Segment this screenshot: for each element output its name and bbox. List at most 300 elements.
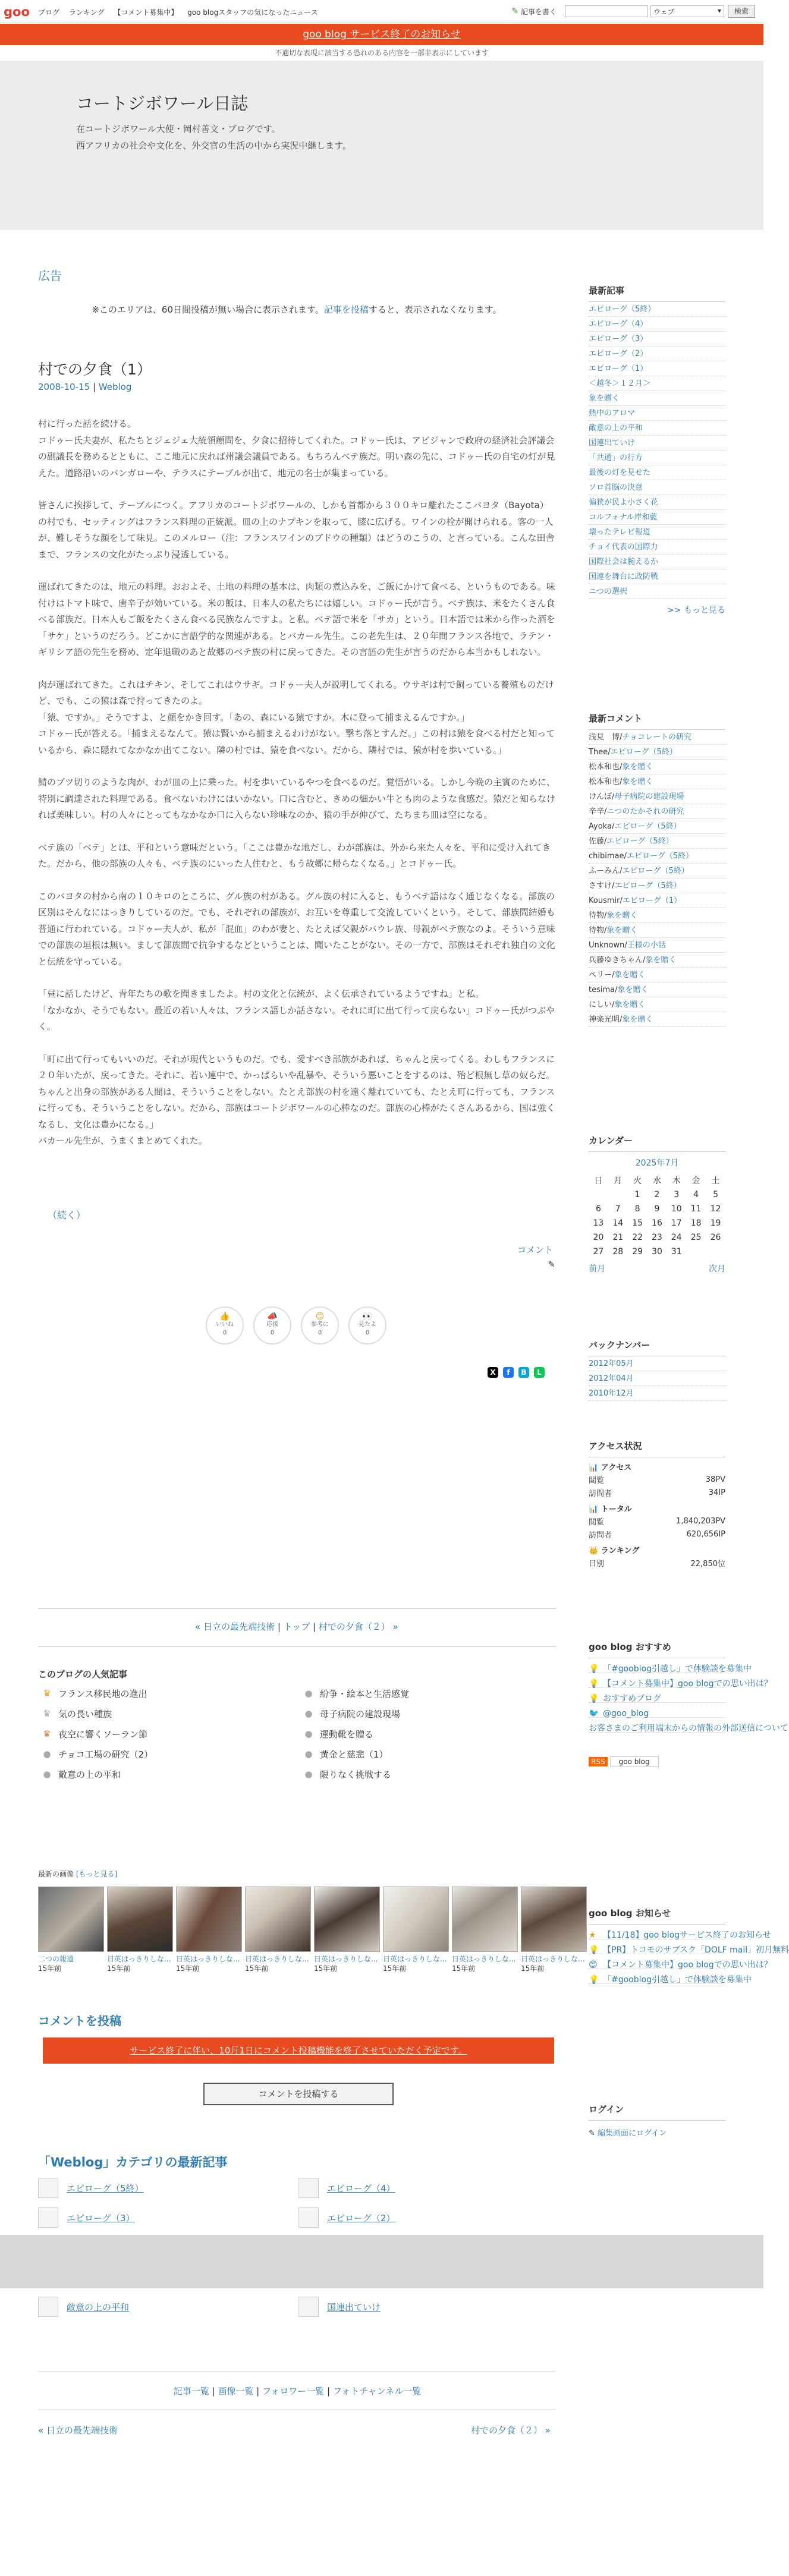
separator: /	[620, 896, 623, 905]
reaction-seen-button[interactable]	[348, 1306, 386, 1344]
post-paragraph: 「昼に話したけど、青年たちの歌を聞きましたよ。村の文化と伝統が、よく伝承されているようですね」と私。 「なかなか、そうでもない。最近の若い人々は、フランス語しか話さない。それに町に出て行って戻らない」コドゥー氏がつぶやく。	[38, 988, 555, 1032]
calendar-day: 9	[654, 1204, 660, 1214]
separator: /	[624, 941, 627, 950]
comment-item[interactable]	[589, 774, 725, 789]
eye-icon: 👀	[362, 1312, 373, 1321]
x-share-icon[interactable]: X	[488, 1367, 498, 1378]
prev-post-link[interactable]: « 日立の最先端技術	[195, 1621, 275, 1632]
latest-article-link[interactable]: 壊ったテレビ報道	[589, 528, 650, 537]
news-link[interactable]: 「#gooblog引越し」で体験談を募集中	[603, 1975, 752, 1985]
weekday-label: 月	[614, 1176, 623, 1186]
comment-article-link[interactable]: 象を贈く	[614, 1000, 646, 1009]
comment-author: ペリー	[589, 971, 612, 980]
comment-item[interactable]	[589, 923, 725, 938]
comment-article-link[interactable]: 象を贈く	[645, 956, 677, 965]
stat-value: 1,840,203PV	[676, 1516, 725, 1526]
post-article-link[interactable]: 記事を投稿	[323, 304, 369, 315]
comment-author: 松本和也	[589, 777, 620, 786]
latest-article-item[interactable]	[589, 361, 725, 376]
comment-article-link[interactable]: 母子病院の建設現場	[614, 792, 684, 801]
calendar-month: 2025年7月	[635, 1158, 679, 1168]
reaction-helpful-button[interactable]	[301, 1306, 339, 1344]
stat-value: 22,850位	[690, 1559, 725, 1569]
blog-title[interactable]: コートジボワール日誌	[76, 93, 249, 114]
latest-article-link[interactable]: 国連を舞台に政防戦	[589, 572, 659, 581]
next-post-link[interactable]: 村での夕食（２） »	[318, 1621, 398, 1632]
comment-article-link[interactable]: 象を贈く	[622, 777, 653, 786]
category-item-link[interactable]: エピローグ（3）	[67, 2212, 135, 2224]
latest-article-link[interactable]: 国連出ていけ	[589, 439, 636, 448]
overlay-banner	[0, 2235, 763, 2288]
edit-icon[interactable]: ✎	[548, 1260, 555, 1270]
latest-article-link[interactable]: エピローグ（1）	[589, 364, 648, 373]
recent-image[interactable]	[107, 1887, 173, 1973]
post-title: 村での夕食（1）	[38, 361, 152, 378]
latest-article-link[interactable]: エピローグ（5終）	[589, 305, 656, 314]
category-item[interactable]	[38, 2295, 288, 2318]
smile-icon: 😊	[589, 1960, 598, 1970]
sidebar-heading: 最新コメント	[589, 707, 725, 730]
weekday-label: 土	[711, 1176, 720, 1186]
popular-item[interactable]	[302, 1726, 558, 1742]
post-comment-button[interactable]: コメントを投稿する	[203, 2083, 394, 2105]
latest-article-link[interactable]: 敵意の上の平和	[589, 424, 643, 433]
latest-article-item[interactable]	[589, 332, 725, 347]
smile-icon: 😊	[315, 1312, 325, 1321]
popular-item-link[interactable]: 敵意の上の平和	[58, 1769, 121, 1780]
category-item-link[interactable]: エピローグ（2）	[327, 2212, 395, 2224]
comment-link[interactable]: コメント	[517, 1245, 554, 1255]
separator: /	[611, 822, 615, 831]
calendar-day: 18	[690, 1218, 702, 1228]
image-date: 15年前	[176, 1964, 200, 1973]
reaction-count: 0	[365, 1330, 370, 1336]
popular-item[interactable]	[40, 1706, 302, 1721]
popular-item-link[interactable]: チョコ工場の研究（2）	[58, 1749, 153, 1760]
comment-author: 待物	[589, 911, 605, 920]
latest-article-item[interactable]	[589, 391, 725, 406]
reaction-buttons	[206, 1306, 396, 1344]
sidebar-heading: goo blog お知らせ	[589, 1902, 725, 1925]
comment-item[interactable]	[589, 834, 725, 849]
bulb-icon: 💡	[589, 1694, 599, 1703]
top-link[interactable]: トップ	[283, 1621, 310, 1632]
weekday-label: 火	[633, 1176, 642, 1186]
bulb-icon: 💡	[589, 1975, 599, 1985]
latest-article-item[interactable]	[589, 480, 725, 495]
reaction-label: 見たよ	[359, 1321, 376, 1328]
latest-article-link[interactable]: ＜越冬＞１２月＞	[589, 379, 651, 388]
circle-icon: ●	[43, 1749, 51, 1759]
circle-icon: ●	[43, 1769, 51, 1780]
circle-icon: ●	[304, 1688, 313, 1699]
news-item[interactable]	[589, 1969, 752, 1985]
recommend-item[interactable]	[589, 1673, 772, 1689]
sidebar-heading: バックナンバー	[589, 1334, 725, 1356]
stat-value: 34IP	[708, 1488, 725, 1497]
bulb-icon: 💡	[589, 1679, 599, 1689]
image-caption-link[interactable]: 日英はっきりしな...	[521, 1955, 585, 1963]
thumbnail-image[interactable]	[107, 1887, 173, 1952]
popular-item-link[interactable]: 運動靴を贈る	[320, 1728, 374, 1740]
image-caption-link[interactable]: 日英はっきりしな...	[176, 1955, 240, 1963]
image-caption-link[interactable]: 日英はっきりしな...	[452, 1955, 516, 1963]
reaction-label: 応援	[266, 1321, 278, 1328]
recent-image[interactable]	[452, 1887, 518, 1973]
comment-article-link[interactable]: チョコレートの研究	[622, 733, 692, 742]
recent-images-more-link[interactable]: [もっと見る]	[76, 1870, 118, 1878]
recent-image[interactable]	[245, 1887, 311, 1973]
recent-image[interactable]	[383, 1887, 449, 1973]
popular-item-link[interactable]: 紛争・絵本と生活感覚	[320, 1688, 410, 1699]
comment-item[interactable]	[589, 819, 725, 834]
recommend-item[interactable]	[589, 1658, 752, 1674]
image-date: 15年前	[38, 1964, 62, 1973]
comment-item[interactable]	[589, 997, 725, 1012]
news-item[interactable]	[589, 1954, 772, 1970]
news-link[interactable]: 【PR】トコモのサブスク「DOLF mail」初月無料	[603, 1945, 789, 1955]
latest-article-link[interactable]: エピローグ（4）	[589, 320, 648, 329]
comment-item[interactable]	[589, 804, 725, 819]
popular-item[interactable]	[40, 1746, 302, 1762]
image-caption-link[interactable]: 二つの報道	[38, 1955, 74, 1963]
comment-post-heading: コメントを投稿	[38, 2014, 121, 2028]
category-item[interactable]	[38, 2206, 288, 2229]
latest-article-item[interactable]	[589, 406, 725, 421]
popular-item-link[interactable]: 母子病院の建設現場	[320, 1708, 401, 1720]
access-label: ランキング	[601, 1546, 640, 1555]
document-icon	[38, 2178, 58, 2198]
separator: /	[624, 852, 627, 861]
recommend-link[interactable]: お客さまのご利用端末からの情報の外部送信について	[589, 1724, 788, 1733]
comment-author: ふーみん	[589, 867, 620, 876]
facebook-share-icon[interactable]: f	[503, 1367, 514, 1378]
separator: /	[620, 1015, 623, 1024]
comment-article-link[interactable]: 象を贈く	[606, 911, 638, 920]
post-paragraph: 村に行った話を続ける。 コドゥー氏夫妻が、私たちとジェジェ大統領顧問を、夕食に招待してくれた。コドゥー氏は、アビジャンで政府の経済社会評議会の副議長を務めるとともに、ここ地元に戻れば州議会議員である。もちろんベテ族だ。明い森の先に、コドゥー氏の自宅の灯が見えた。道路沿いのバンガローや、テラスにテーブルが出て、地元の名士が集まっている。	[38, 418, 555, 478]
calendar-prev-link[interactable]: 前月	[589, 1264, 605, 1274]
recommend-link[interactable]: おすすめブログ	[603, 1694, 662, 1703]
latest-article-link[interactable]: 象を贈く	[589, 394, 620, 403]
comment-article-link[interactable]: 象を贈く	[622, 763, 653, 771]
category-item[interactable]	[298, 2206, 548, 2229]
access-stats	[589, 1460, 725, 1569]
thumbnail-image[interactable]	[245, 1887, 311, 1952]
post-date[interactable]: 2008-10-15	[38, 382, 90, 392]
write-article-link[interactable]: 記事を書く	[520, 7, 557, 16]
crown-icon: ♛	[43, 1708, 51, 1719]
separator: /	[643, 956, 646, 965]
sidebar-heading: ログイン	[589, 2098, 725, 2121]
latest-article-link[interactable]: コルフォナル岸和藍	[589, 513, 658, 522]
login-link[interactable]: 編集画面にログイン	[598, 2129, 667, 2138]
calendar-day: 10	[671, 1204, 682, 1214]
search-button[interactable]: 検索	[728, 5, 755, 18]
circle-icon: ●	[304, 1749, 313, 1759]
thumbnail-image[interactable]	[314, 1887, 380, 1952]
thumbnail-image[interactable]	[38, 1887, 104, 1952]
latest-article-item[interactable]	[589, 555, 725, 569]
recent-image[interactable]	[521, 1887, 587, 1973]
thumbnail-image[interactable]	[452, 1887, 518, 1952]
latest-article-item[interactable]	[589, 584, 725, 599]
goo-logo[interactable]: goo	[4, 5, 30, 19]
separator: /	[620, 867, 623, 876]
latest-article-item[interactable]	[589, 465, 725, 480]
ad-note-text: ※このエリアは、60日間投稿が無い場合に表示されます。	[92, 304, 324, 315]
comment-item[interactable]	[589, 893, 725, 908]
latest-article-item[interactable]	[589, 302, 725, 317]
backnumber-link[interactable]: 2012年04月	[589, 1374, 634, 1383]
comment-item[interactable]	[589, 730, 725, 745]
calendar-day: 8	[634, 1204, 640, 1214]
nav-staff-news[interactable]: goo blogスタッフの気になったニュース	[187, 8, 318, 17]
reaction-cheer-button[interactable]	[253, 1306, 291, 1344]
popular-item-link[interactable]: 黄金と慈悲（1）	[320, 1749, 388, 1760]
popular-heading: このブログの人気記事	[38, 1669, 128, 1680]
comment-item[interactable]	[589, 908, 725, 923]
recommend-item[interactable]	[589, 1718, 788, 1733]
divider	[38, 1608, 555, 1609]
rss-badge[interactable]	[589, 1756, 725, 1767]
comment-item[interactable]	[589, 1012, 725, 1027]
popular-item[interactable]	[40, 1766, 302, 1782]
comment-item[interactable]	[589, 864, 725, 878]
recommend-link[interactable]: @goo_blog	[603, 1709, 649, 1718]
document-icon	[298, 2297, 319, 2317]
comment-article-link[interactable]: エピローグ（5終）	[614, 881, 681, 890]
popular-item-link[interactable]: フランス移民地の進出	[58, 1688, 147, 1699]
calendar-day: 1	[634, 1190, 640, 1199]
category-item-link[interactable]: エピローグ（5終）	[67, 2183, 144, 2194]
sidebar-login	[589, 2098, 725, 2138]
comment-author: Kousmir	[589, 896, 620, 905]
crown-icon: 👑 ランキング	[589, 1546, 640, 1555]
recommend-item[interactable]	[589, 1703, 725, 1718]
post-category[interactable]: Weblog	[98, 382, 132, 392]
latest-article-link[interactable]: ソロ首脳の決意	[589, 483, 643, 492]
comment-item[interactable]	[589, 968, 725, 982]
recommend-link[interactable]: 【コメント募集中】goo blogでの思い出は？	[603, 1679, 772, 1689]
latest-article-item[interactable]	[589, 495, 725, 510]
post-paragraph: 運ばれてきたのは、地元の料理。おおよそ、土地の料理の基本は、肉類の煮込みを、ご飯にかけて食べる、というものである。味付けはトマト味で、唐辛子が効いている。米の飯は、日本人の私たちには嬉しい。コドゥー氏が言う。ベテ族は、米をたくさん食べる部族だ。日本人もご飯をたくさん食べる民族なんですよ。と私。ベテ語で米を「サカ」という。日本語では米から作った酒を「サケ」というのだろう。どこかに言語学的な関連がある。とバカール先生。この老先生は、２０年間フランス各地で、ラテン・ギリシア語の先生を務め、定年退職のあと故郷のベテ族の村に戻ってきた。その言語の先生が言うのだから本当かもしれない。	[38, 581, 555, 657]
latest-article-link[interactable]: 最後の灯を見せた	[589, 468, 651, 477]
latest-article-item[interactable]	[589, 540, 725, 555]
bottom-prev-link[interactable]: « 日立の最先端技術	[38, 2425, 118, 2436]
image-date: 15年前	[521, 1964, 545, 1973]
stat-label: 日別	[589, 1559, 605, 1569]
comment-article-link[interactable]: エピローグ（5終）	[606, 837, 674, 846]
nav-ranking[interactable]: ランキング	[68, 8, 105, 17]
comment-item[interactable]	[589, 849, 725, 864]
recent-image[interactable]	[314, 1887, 380, 1973]
stat-label: 閲覧	[589, 1517, 605, 1527]
recommend-item[interactable]	[589, 1688, 725, 1703]
top-toolbar	[0, 0, 763, 23]
comment-article-link[interactable]: 象を贈く	[622, 1015, 653, 1024]
latest-article-item[interactable]	[589, 451, 725, 465]
latest-article-link[interactable]: ニつの選択	[589, 587, 628, 596]
latest-article-item[interactable]	[589, 525, 725, 540]
calendar-day: 16	[652, 1218, 662, 1228]
comment-item[interactable]	[589, 982, 725, 997]
sidebar-heading: カレンダー	[589, 1129, 725, 1152]
latest-article-item[interactable]	[589, 510, 725, 525]
comment-article-link[interactable]: エピローグ（5終）	[614, 822, 681, 831]
comment-article-link[interactable]: 王様の小話	[627, 941, 666, 950]
popular-item[interactable]	[302, 1706, 558, 1721]
latest-article-link[interactable]: 「共通」の行方	[589, 454, 643, 462]
backnumber-link[interactable]: 2012年05月	[589, 1359, 634, 1368]
latest-article-item[interactable]	[589, 569, 725, 584]
service-end-link[interactable]: goo blog サービス終了のお知らせ	[303, 29, 461, 40]
latest-article-link[interactable]: 熱中のアロマ	[589, 409, 636, 418]
stat-label: 訪問者	[589, 1531, 612, 1540]
image-date: 15年前	[245, 1964, 269, 1973]
thumbnail-image[interactable]	[176, 1887, 242, 1952]
all-images-link[interactable]: 画像一覧	[218, 2386, 254, 2397]
followers-link[interactable]: フォロワー一覧	[262, 2386, 325, 2397]
weekday-label: 日	[594, 1176, 603, 1186]
login-item[interactable]	[589, 2127, 725, 2138]
post-meta: 2008-10-15 | Weblog	[38, 382, 132, 392]
reaction-like-button[interactable]	[206, 1306, 244, 1344]
separator: /	[620, 733, 623, 742]
news-item[interactable]	[589, 1939, 789, 1955]
category-item[interactable]	[38, 2177, 288, 2199]
comment-article-link[interactable]: エピローグ（1）	[622, 896, 682, 905]
search-type-select[interactable]: ウェブ ▾	[650, 5, 724, 17]
latest-more-link[interactable]: >> もっと見る	[667, 606, 725, 615]
image-date: 15年前	[383, 1964, 407, 1973]
comment-article-link[interactable]: 象を贈く	[617, 985, 649, 994]
ad-note	[38, 303, 555, 316]
comment-article-link[interactable]: エピローグ（5終）	[610, 748, 677, 757]
comment-item[interactable]	[589, 953, 725, 968]
sidebar-heading: goo blog おすすめ	[589, 1636, 725, 1658]
calendar	[589, 1157, 725, 1274]
category-item-link[interactable]: 国連出ていけ	[327, 2301, 381, 2313]
latest-article-item[interactable]	[589, 436, 725, 451]
document-icon	[38, 2207, 58, 2228]
recent-image[interactable]	[176, 1887, 242, 1973]
comment-item[interactable]	[589, 878, 725, 893]
comment-item[interactable]	[589, 789, 725, 804]
popular-item-link[interactable]: 限りなく挑戦する	[320, 1769, 392, 1780]
category-item-link[interactable]: 敵意の上の平和	[67, 2301, 130, 2313]
latest-article-link[interactable]: エピローグ（3）	[589, 335, 648, 344]
separator: /	[612, 971, 615, 980]
thumbnail-image[interactable]	[383, 1887, 449, 1952]
comment-author: 兵藤ゆきちゃん	[589, 956, 643, 965]
comment-item[interactable]	[589, 760, 725, 774]
calendar-day	[608, 1188, 628, 1202]
comment-article-link[interactable]: エピローグ（5終）	[622, 867, 689, 876]
latest-article-item[interactable]	[589, 376, 725, 391]
comment-item[interactable]	[589, 745, 725, 760]
category-item[interactable]	[298, 2177, 548, 2199]
image-caption-link[interactable]: 日英はっきりしな...	[314, 1955, 378, 1963]
comment-article-link[interactable]: エピローグ（5終）	[626, 852, 694, 861]
line-share-icon[interactable]: L	[534, 1367, 545, 1378]
popular-item-link[interactable]: 夜空に響くソーラン節	[58, 1728, 148, 1740]
popular-item[interactable]	[302, 1746, 558, 1762]
content-filter-note: 不適切な表現に該当する恐れのある内容を一部非表示にしています	[274, 49, 489, 57]
news-item[interactable]	[589, 1925, 771, 1940]
calendar-day	[686, 1245, 706, 1259]
category-latest-heading: 「Weblog」カテゴリの最新記事	[38, 2155, 228, 2169]
calendar-day: 24	[671, 1233, 682, 1242]
recent-image[interactable]	[38, 1887, 104, 1973]
rss-icon: RSS	[589, 1757, 608, 1766]
reaction-label: いいね	[216, 1321, 234, 1328]
latest-article-link[interactable]: エピローグ（2）	[589, 349, 648, 358]
photo-channels-link[interactable]: フォトチャンネル一覧	[332, 2386, 422, 2397]
bottom-next-link[interactable]: 村での夕食（２） »	[471, 2425, 551, 2436]
image-caption-link[interactable]: 日英はっきりしな...	[245, 1955, 309, 1963]
image-caption-link[interactable]: 日英はっきりしな...	[383, 1955, 447, 1963]
comment-end-link[interactable]: サービス終了に伴い、10月1日にコメント投稿機能を終了させていただく予定です。	[130, 2045, 467, 2056]
nav-comment-campaign[interactable]: 【コメント募集中】	[114, 8, 178, 17]
news-link[interactable]: 【コメント募集中】goo blogでの思い出は？	[603, 1960, 772, 1970]
popular-item[interactable]	[40, 1686, 302, 1701]
comment-author: chibimae	[589, 852, 624, 861]
comment-item[interactable]	[589, 938, 725, 953]
search-input[interactable]	[565, 5, 648, 17]
latest-article-item[interactable]	[589, 421, 725, 436]
thumbnail-image[interactable]	[521, 1887, 587, 1952]
nav-blog[interactable]: ブログ	[38, 8, 60, 17]
separator: /	[615, 985, 618, 994]
sidebar-heading: 最新記事	[589, 279, 725, 302]
latest-article-item[interactable]	[589, 317, 725, 332]
backnumber-link[interactable]: 2010年12月	[589, 1389, 634, 1398]
comment-article-link[interactable]: 象を贈く	[614, 971, 646, 980]
popular-item[interactable]	[302, 1686, 558, 1701]
popular-list	[40, 1686, 558, 1782]
circle-icon: ●	[304, 1728, 313, 1739]
news-link[interactable]: 【11/18】goo blogサービス終了のお知らせ	[603, 1931, 771, 1940]
comment-end-notice	[43, 2038, 554, 2064]
ad-heading: 広告	[38, 269, 62, 283]
comment-author: 佐藤	[589, 837, 605, 846]
comment-author: 浅見 博	[589, 733, 620, 742]
recommend-link[interactable]: 「#gooblog引越し」で体験談を募集中	[603, 1664, 752, 1674]
x-icon: 🐦	[589, 1709, 599, 1718]
latest-article-link[interactable]: 国際社会は腕えるか	[589, 558, 659, 566]
pencil-icon: ✎	[511, 7, 518, 16]
sidebar-backnumber	[589, 1334, 725, 1401]
popular-item[interactable]	[40, 1726, 302, 1742]
latest-article-link[interactable]: チョイ代表の国際力	[589, 543, 658, 552]
all-articles-link[interactable]: 記事一覧	[173, 2386, 209, 2397]
calendar-day: 5	[713, 1190, 718, 1199]
sidebar-latest	[589, 279, 725, 616]
latest-article-link[interactable]: 偏狭が民よ小さく花	[589, 498, 659, 507]
image-caption-link[interactable]: 日英はっきりしな...	[107, 1955, 171, 1963]
latest-article-item[interactable]	[589, 347, 725, 361]
category-item[interactable]	[298, 2295, 548, 2318]
sidebar-goo-news	[589, 1902, 789, 1985]
popular-item[interactable]	[302, 1766, 558, 1782]
hatena-share-icon[interactable]: B	[518, 1367, 529, 1378]
comment-article-link[interactable]: 象を贈く	[606, 926, 638, 935]
category-item-link[interactable]: エピローグ（4）	[327, 2183, 395, 2194]
latest-comments-list	[589, 730, 725, 1027]
calendar-next-link[interactable]: 次月	[709, 1264, 725, 1274]
popular-item-link[interactable]: 気の長い種族	[58, 1708, 112, 1720]
comment-article-link[interactable]: ニつのたかそれの研究	[606, 807, 684, 816]
